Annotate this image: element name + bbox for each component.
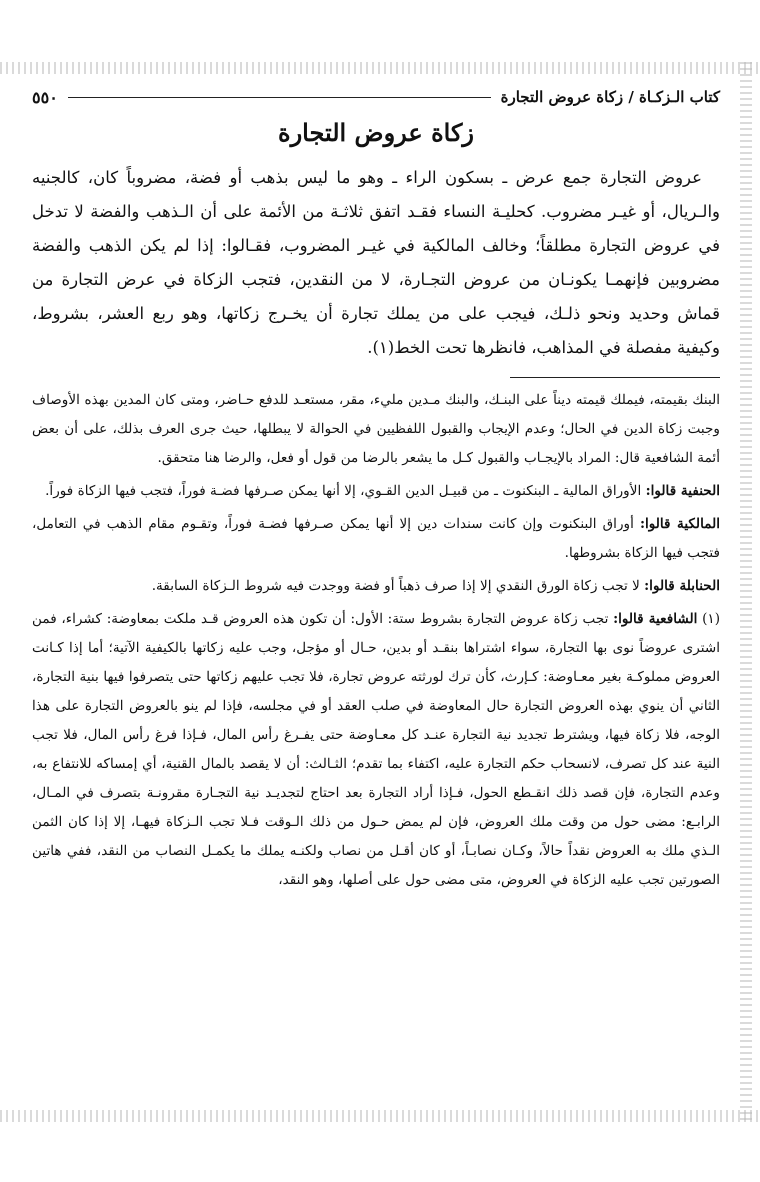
page-frame-right-border: [740, 62, 752, 1122]
header-rule: [68, 97, 491, 98]
footnote-hanbali-text: لا تجب زكاة الورق النقدي إلا إذا صرف ذهباً أو فضة ووجدت فيه شروط الـزكاة السابقة.: [151, 578, 645, 594]
footnote-hanbali: [32, 572, 720, 601]
footnote-maliki-label: المالكية قالوا:: [639, 516, 720, 532]
book-page: [32, 82, 720, 899]
main-text: [32, 161, 720, 365]
footnote-maliki: [32, 510, 720, 568]
footnote-hanbali-label: الحنابلة قالوا:: [644, 578, 720, 594]
page-number: ٥٥٠: [32, 87, 58, 107]
running-title: كتاب الـزكـاة / زكاة عروض التجارة: [500, 88, 720, 106]
footnote-maliki-text: أوراق البنكنوت وإن كانت سندات دين إلا أنها يمكن صـرفها فضـة فوراً، وتقـوم مقام الذهب في التعامل، فتجب فيها الزكاة بشروطها.: [32, 516, 720, 561]
page-frame-top-border: [0, 62, 760, 74]
footnote-separator: [510, 377, 720, 378]
running-header: [32, 82, 720, 112]
footnote-shafii-text: تجب زكاة عروض التجارة بشروط ستة: الأول: أن تكون هذه العروض قـد ملكت بمعاوضة: كشراء، فمن اشترى عروضاً نوى بها التجارة، سواء اشتراها بنقـد أو بدين، حـال أو مؤجل، وجب عليه زكاتها بالكيفية الآتية؛ أما إذا كـانت العروض مملوكـة بغير معـاوضة: كـإرث، كأن ترك لورثته عروض تجارة، فلا تجب عليهم زكاتها حتى يتصرفوا فيها بنية التجارة، الثاني أن ينوي بهذه العروض التجارة حال المعاوضة في صلب العقد أو في مجلسه، فإذا لم ينو بالعروض التجارة على هذا الوجه، فلا زكاة فيها، ويشترط تجديد نية التجارة عنـد كل معـاوضة حتى يفـرغ رأس المال، فـإذا فرغ رأس المال، فلا تجب النية عند كل تصرف، لانسحاب حكم التجارة عليه، اكتفاء بما تقدم؛ الثـالث: أن لا يقصد بالمال القنية، أي إمساكه للانتفاع به، وعدم التجارة، فإن قصد ذلك انقـطع الحول، فـإذا أراد التجارة بعد احتاج لتجديـد نية التجـارة مقرونـة بتصرف في المـال، الرابـع: مضى حول من وقت ملك العروض، فإن لم يمض حـول من ذلك الـوقت فـلا تجب الـزكاة فيهـا، إلا إذا كان الثمن الـذي ملك به العروض نقداً حالاً، وكـان نصابـاً، أو كان أقـل من نصاب ولكنـه يملك ما يكمـل النصاب من النقد، ففي هاتين الصورتين تجب عليه الزكاة في العروض، متى مضى حول على أصلها، وهو النقد،: [32, 611, 721, 888]
footnote-hanafi-text: الأوراق المالية ـ البنكنوت ـ من قبيـل الدين القـوي، إلا أنها يمكن صـرفها فضـة فوراً، فتجب فيها الزكاة فوراً.: [45, 483, 646, 499]
footnote-marker: (١): [697, 611, 721, 627]
footnotes: [32, 386, 720, 895]
footnote-hanafi-label: الحنفية قالوا:: [645, 483, 720, 499]
footnote-shafii: [32, 605, 720, 895]
page-frame-bottom-border: [0, 1110, 760, 1122]
footnote-shafii-label: الشافعية قالوا:: [613, 611, 698, 627]
footnote-continuation: البنك بقيمته، فيملك قيمته ديناً على البنـك، والبنك مـدين مليء، مقر، مستعـد للدفع حـاضر، ومتى كان المدين بهذه الأوصاف وجبت زكاة الدين في الحال؛ وعدم الإيجاب والقبول اللفظيين في الحوالة لا يبطلها، حيث جرى العرف بذلك، على أن بعض أئمة الشافعية قال: المراد بالإيجـاب والقبول كـل ما يشعر بالرضا من قول أو فعل، والرضا هنا متحقق.: [32, 392, 720, 466]
footnote-hanafi: [32, 477, 720, 506]
main-paragraph: عروض التجارة جمع عرض ـ بسكون الراء ـ وهو ما ليس بذهب أو فضة، مضروباً كان، كالجنيه والـريال، أو غيـر مضروب. كحليـة النساء فقـد اتفق ثلاثـة من الأئمة على أن الـذهب والفضة لا تدخل في عروض التجارة مطلقاً؛ وخالف المالكية في غيـر المضروب، فقـالوا: إذا لم يكن الذهب والفضة مضروبين فإنهمـا يكونـان من عروض التجـارة، لا من النقدين، فتجب الزكاة في عرض التجارة من قماش وحديد ونحو ذلـك، فيجب على من يملك تجارة أن يخـرج زكاتها، وهو ربع العشر، بشروط، وكيفية مفصلة في المذاهب، فانظرها تحت الخط(١).: [32, 168, 720, 357]
section-title: زكاة عروض التجارة: [278, 118, 474, 147]
